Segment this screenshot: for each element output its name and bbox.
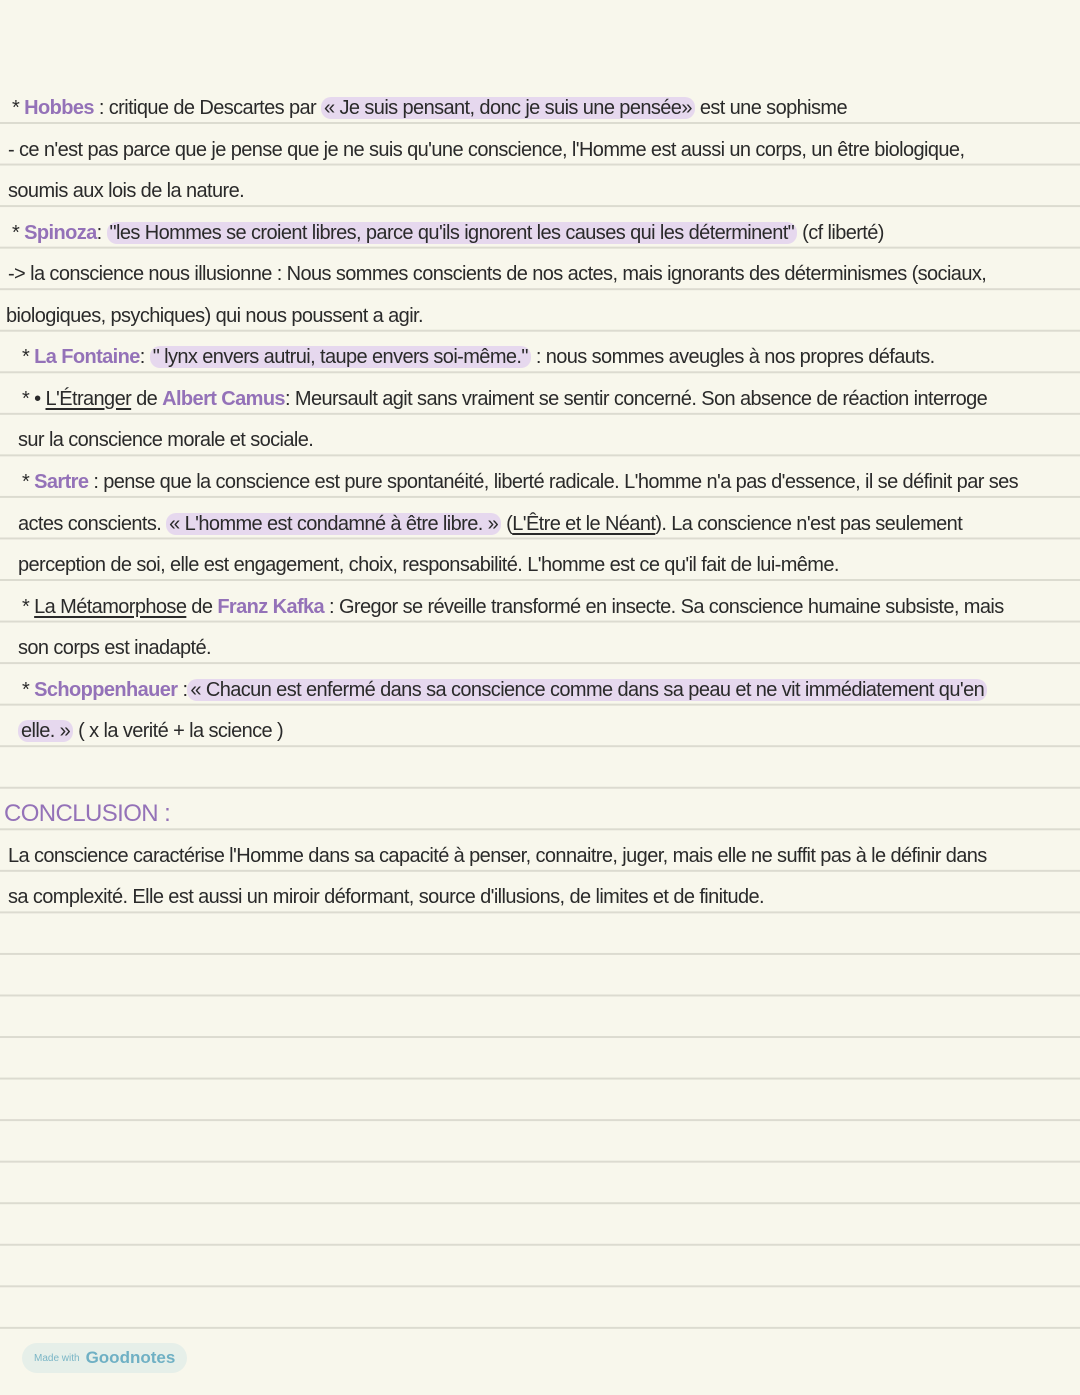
- work-title: La Métamorphose: [34, 595, 187, 618]
- note-text: son corps est inadapté.: [18, 637, 211, 660]
- highlighted-quote: " lynx envers autrui, taupe envers soi-même.": [150, 346, 531, 368]
- note-line: [12, 92, 847, 124]
- note-line: [12, 217, 884, 249]
- note-text: -> la conscience nous illusionne : Nous sommes conscients de nos actes, mais ignorants des déterminismes (sociaux,: [8, 263, 987, 286]
- note-text: ). La conscience n'est pas seulement: [655, 512, 963, 535]
- note-text: *: [12, 221, 25, 244]
- note-text: (: [501, 512, 513, 535]
- highlighted-quote: « Chacun est enfermé dans sa conscience comme dans sa peau et ne vit immédiatement qu'en: [187, 679, 987, 701]
- note-line: [8, 258, 986, 290]
- note-line: [18, 549, 839, 581]
- note-text: *: [22, 346, 35, 369]
- note-line: [8, 840, 987, 872]
- note-text: de: [186, 595, 218, 618]
- top-margin: [0, 0, 1080, 95]
- author-name: Hobbes: [24, 97, 94, 119]
- note-text: - ce n'est pas parce que je pense que je ne suis qu'une conscience, l'Homme est aussi un corps, un être biologique,: [8, 138, 965, 161]
- section-heading-row: [4, 798, 170, 830]
- note-line: [22, 341, 935, 373]
- note-text: La conscience caractérise l'Homme dans sa capacité à penser, connaitre, juger, mais elle ne suffit pas à le définir dans: [8, 844, 987, 867]
- work-title: L'Être et le Néant: [512, 512, 656, 535]
- note-text: : nous sommes aveugles à nos propres défauts.: [530, 346, 935, 369]
- note-text: :: [96, 221, 107, 244]
- note-line: [8, 134, 964, 166]
- conclusion-heading: CONCLUSION :: [4, 800, 171, 828]
- note-text: actes conscients.: [18, 512, 167, 535]
- author-name: Franz Kafka: [217, 595, 325, 618]
- author-name: La Fontaine: [34, 346, 140, 369]
- goodnotes-badge[interactable]: [22, 1343, 187, 1373]
- note-line: [18, 424, 313, 456]
- note-line: [8, 175, 244, 207]
- note-text: : critique de Descartes par: [93, 97, 322, 119]
- note-text: *: [22, 595, 35, 618]
- note-line: [18, 508, 962, 540]
- highlighted-quote: "les Hommes se croient libres, parce qu'ils ignorent les causes qui les déterminent": [107, 222, 798, 244]
- note-line: [6, 300, 423, 332]
- note-line: [18, 715, 283, 747]
- highlighted-quote: « Je suis pensant, donc je suis une pensée»: [321, 97, 695, 119]
- note-text: de: [131, 387, 163, 410]
- note-text: soumis aux lois de la nature.: [8, 180, 245, 203]
- note-line: [22, 466, 1018, 498]
- work-title: L'Étranger: [45, 387, 132, 410]
- note-text: *: [22, 470, 35, 493]
- note-text: biologiques, psychiques) qui nous poussent a agir.: [6, 304, 423, 327]
- note-text: perception de soi, elle est engagement, choix, responsabilité. L'homme est ce qu'il fait de lui-même.: [18, 554, 839, 577]
- note-text: :: [139, 346, 150, 369]
- note-text: sur la conscience morale et sociale.: [18, 429, 314, 452]
- note-line: [22, 674, 987, 706]
- note-line: [22, 383, 987, 415]
- badge-prefix: Made with: [34, 1352, 80, 1364]
- note-text: * •: [22, 387, 46, 410]
- note-text: : pense que la conscience est pure spontanéité, liberté radicale. L'homme n'a pas d'essence, il se définit par ses: [88, 470, 1019, 493]
- note-text: : Meursault agit sans vraiment se sentir concerné. Son absence de réaction interroge: [284, 387, 988, 410]
- note-line: [8, 881, 764, 913]
- note-text: : Gregor se réveille transformé en insecte. Sa conscience humaine subsiste, mais: [324, 595, 1004, 618]
- highlighted-quote: elle. »: [18, 720, 73, 742]
- note-text: *: [22, 678, 35, 701]
- author-name: Sartre: [34, 470, 89, 493]
- note-line: [18, 632, 211, 664]
- note-text: *: [12, 97, 25, 119]
- note-text: (cf liberté): [797, 221, 884, 244]
- note-line: [22, 591, 1004, 623]
- badge-brand: Goodnotes: [85, 1348, 176, 1367]
- author-name: Spinoza: [24, 221, 97, 244]
- note-text: ( x la verité + la science ): [73, 720, 284, 743]
- highlighted-quote: « L'homme est condamné à être libre. »: [166, 513, 501, 535]
- author-name: Albert Camus: [162, 387, 285, 410]
- note-text: est une sophisme: [694, 97, 847, 119]
- note-text: sa complexité. Elle est aussi un miroir déformant, source d'illusions, de limites et de finitude.: [8, 886, 764, 909]
- author-name: Schoppenhauer: [34, 678, 178, 701]
- note-text: :: [177, 678, 188, 701]
